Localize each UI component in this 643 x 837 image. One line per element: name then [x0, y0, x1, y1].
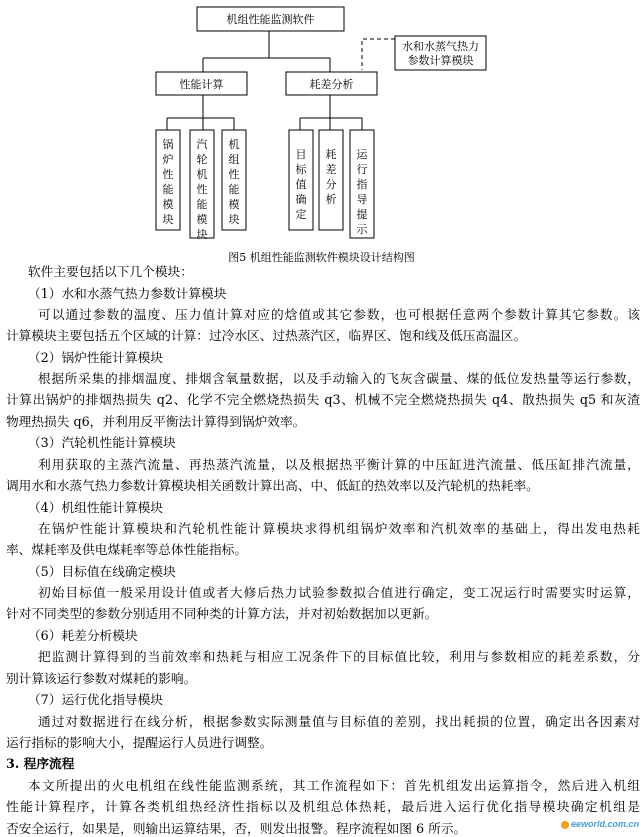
side-label-line1: 水和水蒸气热力	[402, 40, 479, 53]
leaf-label-char: 分	[325, 178, 337, 191]
leaf-label-char: 块	[228, 213, 240, 226]
text-line: （1）水和水蒸气热力参数计算模块	[28, 286, 227, 301]
text-line: 本文所提出的火电机组在线性能监测系统，其工作流程如下：首先机组发出运算指令，然后进入机组	[28, 778, 640, 793]
text-line: 把监测计算得到的当前效率和热耗与相应工况条件下的目标值比较，利用与参数相应的耗差系数，分	[38, 649, 640, 664]
right-branch-label: 耗差分析	[309, 78, 354, 91]
leaf-label-char: 性	[228, 168, 240, 181]
leaf-label-char: 行	[356, 163, 368, 176]
leaf-label-char: 耗	[325, 148, 337, 161]
text-line: 软件主要包括以下几个模块：	[28, 264, 193, 279]
leaf-label-char: 性	[162, 168, 174, 181]
leaf-label-char: 能	[196, 198, 208, 211]
text-line: （6）耗差分析模块	[28, 628, 138, 643]
text-line: （5）目标值在线确定模块	[28, 564, 176, 579]
leaf-label-char: 能	[228, 183, 240, 196]
leaf-label-char: 能	[162, 183, 174, 196]
leaf-label-char: 指	[356, 178, 368, 191]
root-label: 机组性能监测软件	[226, 13, 315, 26]
watermark-logo	[561, 819, 639, 829]
left-branch-label: 性能计算	[179, 78, 224, 91]
text-line: 计算模块主要包括五个区域的计算：过冷水区、过热蒸汽区，临界区、饱和线及低压高温区。	[6, 328, 527, 343]
figure-caption: 图5 机组性能监测软件模块设计结构图	[228, 251, 415, 264]
leaf-label-char: 块	[162, 213, 174, 226]
leaf-label-char: 标	[295, 163, 307, 176]
leaf-label-char: 模	[228, 198, 240, 211]
side-label-line2: 参数计算模块	[407, 54, 474, 67]
leaf-label-char: 轮	[196, 153, 208, 166]
leaf-label-char: 导	[356, 193, 368, 206]
text-line: （7）运行优化指导模块	[28, 692, 163, 707]
logo-icon	[561, 821, 569, 829]
leaf-label-char: 组	[228, 153, 240, 166]
leaf-label-char: 汽	[196, 138, 208, 151]
leaf-labels	[163, 137, 369, 241]
leaf-label-char: 定	[295, 208, 307, 221]
leaf-label-char: 运	[356, 148, 368, 161]
text-line: 可以通过参数的温度、压力值计算对应的焓值或其它参数，也可根据任意两个参数计算其它参数。该	[38, 307, 640, 322]
text-line: （4）机组性能计算模块	[28, 500, 163, 515]
leaf-label-char: 性	[196, 183, 208, 196]
leaf-label-char: 炉	[162, 153, 174, 166]
text-line: 通过对数据进行在线分析，根据参数实际测量值与目标值的差别，找出耗损的位置，确定出各因素对	[38, 714, 640, 729]
leaf-label-char: 机	[228, 138, 240, 151]
leaf-label-char: 确	[295, 193, 307, 206]
text-line: 计算出锅炉的排烟热损失 q2、化学不完全燃烧热损失 q3、机械不完全燃烧热损失 q4、散热损失 q5 和灰渣	[6, 392, 640, 407]
text-line: 物理热损失 q6，并利用反平衡法计算得到锅炉效率。	[6, 414, 306, 429]
text-line: 性能计算程序，计算各类机组热经济性指标以及机组总体热耗，最后进入运行优化指导模块确定机组是	[6, 799, 640, 814]
text-line: 否安全运行，如果是，则输出运算结果，否，则发出报警。程序流程如图 6 所示。	[6, 821, 467, 836]
text-line: （2）锅炉性能计算模块	[28, 350, 163, 365]
section-heading: 3. 程序流程	[6, 756, 75, 771]
module-structure-diagram	[0, 0, 643, 246]
leaf-label-char: 差	[325, 163, 337, 176]
text-line: 别计算该运行参数对煤耗的影响。	[6, 671, 197, 686]
text-line: 针对不同类型的参数分别适用不同种类的计算方法，并对初始数据加以更新。	[6, 606, 438, 621]
leaf-label-char: 示	[356, 223, 368, 236]
leaf-label-char: 目	[295, 148, 307, 161]
text-line: 利用获取的主蒸汽流量、再热蒸汽流量，以及根据热平衡计算的中压缸进汽流量、低压缸排汽流量，	[38, 457, 640, 472]
text-line: 根据所采集的排烟温度、排烟含氧量数据，以及手动输入的飞灰含碳量、煤的低位发热量等运行参数，	[38, 371, 640, 386]
text-line: 调用水和水蒸气热力参数计算模块相关函数计算出高、中、低缸的热效率以及汽轮机的热耗率。	[6, 478, 539, 493]
watermark-text: eeworld.com.cn	[570, 819, 639, 829]
leaf-label-char: 值	[295, 178, 307, 191]
leaf-label-char: 锅	[162, 138, 174, 151]
text-line: 初始目标值一般采用设计值或者大修后热力试验参数拟合值进行确定，变工况运行时需要实时运算，	[38, 585, 640, 600]
leaf-label-char: 模	[162, 198, 174, 211]
leaf-label-char: 模	[196, 213, 208, 226]
text-line: 在锅炉性能计算模块和汽轮机性能计算模块求得机组锅炉效率和汽机效率的基础上，得出发电热耗	[38, 521, 640, 536]
leaf-label-char: 块	[196, 228, 208, 241]
text-line: 率、煤耗率及供电煤耗率等总体性能指标。	[6, 542, 248, 557]
text-line: （3）汽轮机性能计算模块	[28, 435, 176, 450]
text-line: 运行指标的影响大小，提醒运行人员进行调整。	[6, 735, 273, 750]
leaf-label-char: 提	[356, 208, 368, 221]
leaf-label-char: 机	[196, 168, 208, 181]
leaf-label-char: 析	[325, 193, 337, 206]
